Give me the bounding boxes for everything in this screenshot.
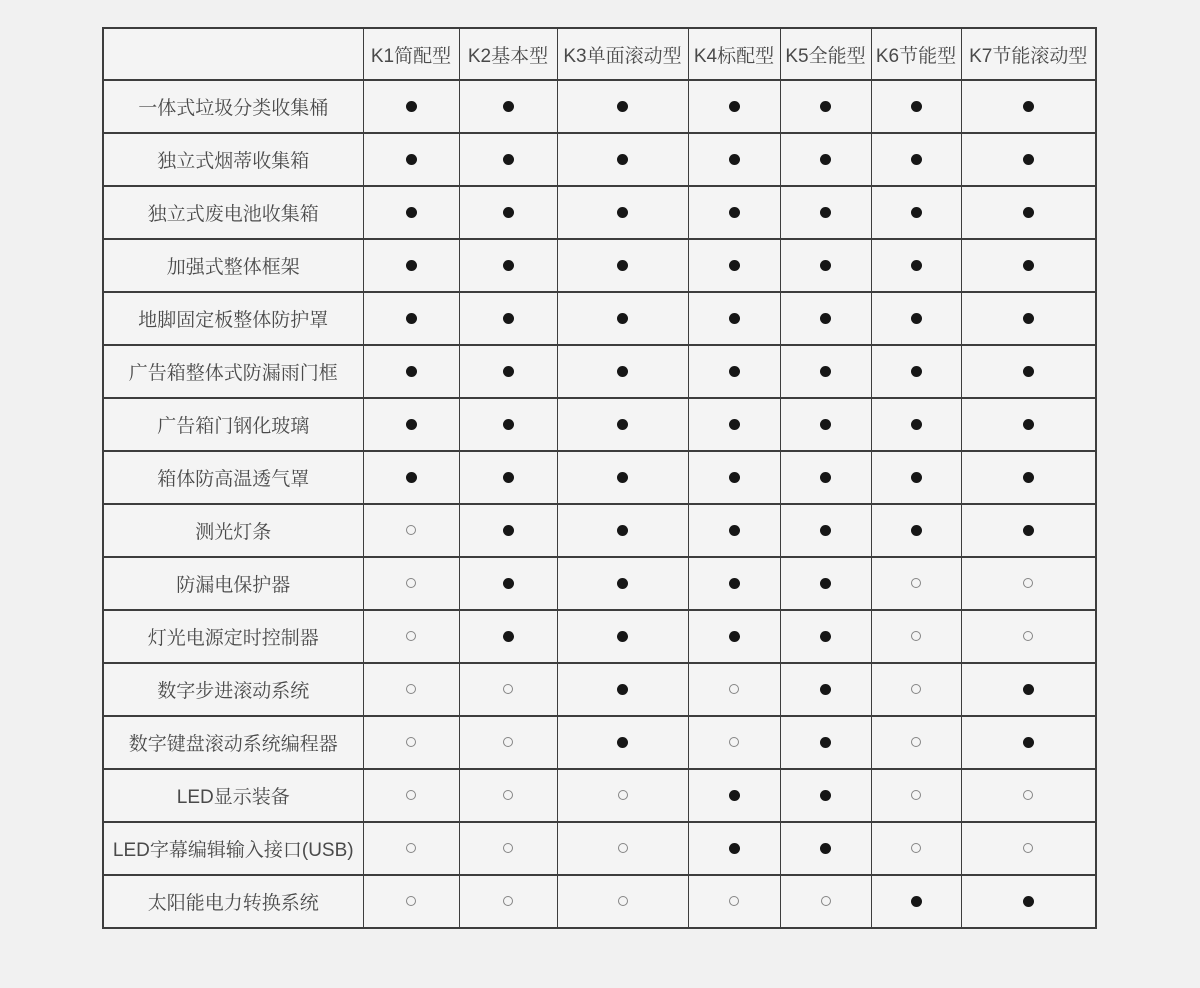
included-dot-icon: [729, 631, 740, 642]
availability-cell: [557, 610, 688, 663]
table-header: [103, 28, 1096, 80]
included-dot-icon: [820, 419, 831, 430]
availability-cell: [780, 822, 871, 875]
table-row: [103, 451, 1096, 504]
included-dot-icon: [406, 154, 417, 165]
availability-cell: [780, 769, 871, 822]
included-dot-icon: [820, 631, 831, 642]
included-dot-icon: [1023, 684, 1034, 695]
feature-label: 太阳能电力转换系统: [103, 875, 363, 928]
availability-cell: [871, 451, 961, 504]
availability-cell: [780, 875, 871, 928]
included-dot-icon: [1023, 472, 1034, 483]
availability-cell: [780, 345, 871, 398]
included-dot-icon: [911, 207, 922, 218]
availability-cell: [780, 292, 871, 345]
included-dot-icon: [503, 260, 514, 271]
table-row: [103, 663, 1096, 716]
availability-cell: [557, 504, 688, 557]
availability-cell: [780, 663, 871, 716]
table-row: [103, 769, 1096, 822]
included-dot-icon: [503, 101, 514, 112]
included-dot-icon: [729, 207, 740, 218]
feature-label: 广告箱整体式防漏雨门框: [103, 345, 363, 398]
availability-cell: [871, 716, 961, 769]
optional-circle-icon: [503, 843, 513, 853]
included-dot-icon: [820, 790, 831, 801]
availability-cell: [363, 133, 459, 186]
included-dot-icon: [911, 472, 922, 483]
table-row: [103, 345, 1096, 398]
table-row: [103, 133, 1096, 186]
optional-circle-icon: [911, 578, 921, 588]
availability-cell: [557, 345, 688, 398]
column-header: K2基本型: [459, 28, 557, 80]
feature-label: 测光灯条: [103, 504, 363, 557]
optional-circle-icon: [618, 790, 628, 800]
included-dot-icon: [820, 366, 831, 377]
optional-circle-icon: [911, 737, 921, 747]
included-dot-icon: [1023, 313, 1034, 324]
included-dot-icon: [503, 419, 514, 430]
included-dot-icon: [820, 207, 831, 218]
feature-label: 独立式烟蒂收集箱: [103, 133, 363, 186]
included-dot-icon: [406, 313, 417, 324]
feature-label: 防漏电保护器: [103, 557, 363, 610]
availability-cell: [780, 557, 871, 610]
availability-cell: [363, 769, 459, 822]
availability-cell: [688, 610, 780, 663]
included-dot-icon: [503, 578, 514, 589]
table-row: [103, 822, 1096, 875]
availability-cell: [961, 345, 1096, 398]
availability-cell: [961, 822, 1096, 875]
included-dot-icon: [1023, 154, 1034, 165]
included-dot-icon: [503, 313, 514, 324]
table-row: [103, 716, 1096, 769]
optional-circle-icon: [406, 525, 416, 535]
availability-cell: [780, 398, 871, 451]
optional-circle-icon: [1023, 790, 1033, 800]
included-dot-icon: [503, 154, 514, 165]
availability-cell: [363, 345, 459, 398]
table-row: [103, 557, 1096, 610]
feature-label: 广告箱门钢化玻璃: [103, 398, 363, 451]
optional-circle-icon: [406, 737, 416, 747]
availability-cell: [363, 557, 459, 610]
availability-cell: [688, 875, 780, 928]
included-dot-icon: [911, 525, 922, 536]
availability-cell: [688, 133, 780, 186]
included-dot-icon: [911, 154, 922, 165]
table-row: [103, 398, 1096, 451]
availability-cell: [459, 345, 557, 398]
availability-cell: [363, 663, 459, 716]
included-dot-icon: [729, 366, 740, 377]
optional-circle-icon: [911, 684, 921, 694]
included-dot-icon: [820, 578, 831, 589]
included-dot-icon: [617, 578, 628, 589]
availability-cell: [871, 80, 961, 133]
availability-cell: [557, 186, 688, 239]
included-dot-icon: [406, 366, 417, 377]
included-dot-icon: [820, 737, 831, 748]
included-dot-icon: [617, 207, 628, 218]
optional-circle-icon: [503, 684, 513, 694]
optional-circle-icon: [406, 843, 416, 853]
availability-cell: [688, 80, 780, 133]
included-dot-icon: [1023, 260, 1034, 271]
availability-cell: [363, 822, 459, 875]
included-dot-icon: [911, 419, 922, 430]
included-dot-icon: [729, 578, 740, 589]
included-dot-icon: [729, 154, 740, 165]
availability-cell: [961, 769, 1096, 822]
availability-cell: [459, 186, 557, 239]
included-dot-icon: [617, 366, 628, 377]
availability-cell: [688, 716, 780, 769]
feature-label: 箱体防高温透气罩: [103, 451, 363, 504]
availability-cell: [363, 451, 459, 504]
availability-cell: [780, 451, 871, 504]
availability-cell: [961, 80, 1096, 133]
included-dot-icon: [1023, 737, 1034, 748]
optional-circle-icon: [821, 896, 831, 906]
included-dot-icon: [729, 101, 740, 112]
availability-cell: [871, 398, 961, 451]
included-dot-icon: [503, 207, 514, 218]
availability-cell: [363, 292, 459, 345]
availability-cell: [780, 504, 871, 557]
availability-cell: [871, 133, 961, 186]
table-row: [103, 80, 1096, 133]
feature-label: 一体式垃圾分类收集桶: [103, 80, 363, 133]
availability-cell: [557, 80, 688, 133]
optional-circle-icon: [618, 896, 628, 906]
availability-cell: [688, 239, 780, 292]
availability-cell: [688, 345, 780, 398]
availability-cell: [871, 239, 961, 292]
availability-cell: [557, 822, 688, 875]
optional-circle-icon: [1023, 843, 1033, 853]
availability-cell: [871, 769, 961, 822]
included-dot-icon: [503, 631, 514, 642]
availability-cell: [459, 663, 557, 716]
availability-cell: [780, 716, 871, 769]
availability-cell: [557, 557, 688, 610]
included-dot-icon: [617, 313, 628, 324]
availability-cell: [961, 504, 1096, 557]
availability-cell: [363, 716, 459, 769]
included-dot-icon: [820, 843, 831, 854]
availability-cell: [557, 292, 688, 345]
optional-circle-icon: [406, 684, 416, 694]
optional-circle-icon: [503, 737, 513, 747]
availability-cell: [688, 398, 780, 451]
availability-cell: [557, 239, 688, 292]
availability-cell: [688, 769, 780, 822]
availability-cell: [459, 133, 557, 186]
availability-cell: [363, 80, 459, 133]
availability-cell: [688, 292, 780, 345]
availability-cell: [871, 822, 961, 875]
availability-cell: [688, 822, 780, 875]
optional-circle-icon: [503, 790, 513, 800]
included-dot-icon: [729, 843, 740, 854]
availability-cell: [688, 186, 780, 239]
feature-label: 地脚固定板整体防护罩: [103, 292, 363, 345]
included-dot-icon: [617, 101, 628, 112]
feature-comparison-table: [102, 27, 1097, 929]
availability-cell: [780, 610, 871, 663]
availability-cell: [961, 133, 1096, 186]
optional-circle-icon: [618, 843, 628, 853]
availability-cell: [688, 663, 780, 716]
availability-cell: [688, 451, 780, 504]
availability-cell: [871, 292, 961, 345]
included-dot-icon: [729, 260, 740, 271]
included-dot-icon: [911, 260, 922, 271]
included-dot-icon: [1023, 896, 1034, 907]
included-dot-icon: [729, 472, 740, 483]
included-dot-icon: [617, 260, 628, 271]
column-header: K1简配型: [363, 28, 459, 80]
availability-cell: [459, 716, 557, 769]
availability-cell: [363, 239, 459, 292]
included-dot-icon: [617, 631, 628, 642]
feature-label: 独立式废电池收集箱: [103, 186, 363, 239]
availability-cell: [961, 557, 1096, 610]
availability-cell: [557, 398, 688, 451]
optional-circle-icon: [1023, 631, 1033, 641]
included-dot-icon: [820, 101, 831, 112]
availability-cell: [688, 504, 780, 557]
included-dot-icon: [617, 154, 628, 165]
availability-cell: [961, 239, 1096, 292]
availability-cell: [961, 398, 1096, 451]
column-header: K3单面滚动型: [557, 28, 688, 80]
column-header: K7节能滚动型: [961, 28, 1096, 80]
included-dot-icon: [820, 154, 831, 165]
availability-cell: [961, 663, 1096, 716]
included-dot-icon: [503, 366, 514, 377]
column-header: K5全能型: [780, 28, 871, 80]
availability-cell: [871, 504, 961, 557]
availability-cell: [961, 451, 1096, 504]
table-row: [103, 875, 1096, 928]
included-dot-icon: [911, 313, 922, 324]
optional-circle-icon: [406, 896, 416, 906]
availability-cell: [871, 557, 961, 610]
included-dot-icon: [729, 419, 740, 430]
availability-cell: [780, 80, 871, 133]
availability-cell: [459, 292, 557, 345]
included-dot-icon: [617, 525, 628, 536]
optional-circle-icon: [911, 790, 921, 800]
availability-cell: [557, 451, 688, 504]
included-dot-icon: [406, 472, 417, 483]
included-dot-icon: [911, 896, 922, 907]
table-body: [103, 80, 1096, 928]
included-dot-icon: [729, 313, 740, 324]
included-dot-icon: [911, 366, 922, 377]
corner-header-cell: [103, 28, 363, 80]
availability-cell: [459, 822, 557, 875]
included-dot-icon: [820, 525, 831, 536]
included-dot-icon: [820, 313, 831, 324]
included-dot-icon: [820, 260, 831, 271]
availability-cell: [459, 239, 557, 292]
availability-cell: [557, 663, 688, 716]
included-dot-icon: [617, 472, 628, 483]
availability-cell: [871, 186, 961, 239]
availability-cell: [688, 557, 780, 610]
availability-cell: [780, 133, 871, 186]
table-row: [103, 186, 1096, 239]
feature-label: 加强式整体框架: [103, 239, 363, 292]
optional-circle-icon: [911, 843, 921, 853]
availability-cell: [557, 716, 688, 769]
availability-cell: [557, 133, 688, 186]
availability-cell: [459, 769, 557, 822]
availability-cell: [459, 610, 557, 663]
included-dot-icon: [1023, 419, 1034, 430]
header-row: [103, 28, 1096, 80]
included-dot-icon: [406, 260, 417, 271]
table-row: [103, 610, 1096, 663]
optional-circle-icon: [729, 684, 739, 694]
included-dot-icon: [406, 419, 417, 430]
availability-cell: [363, 398, 459, 451]
optional-circle-icon: [911, 631, 921, 641]
feature-label: 数字键盘滚动系统编程器: [103, 716, 363, 769]
availability-cell: [961, 186, 1096, 239]
included-dot-icon: [820, 472, 831, 483]
availability-cell: [871, 610, 961, 663]
availability-cell: [961, 716, 1096, 769]
availability-cell: [871, 345, 961, 398]
column-header: K6节能型: [871, 28, 961, 80]
availability-cell: [961, 292, 1096, 345]
availability-cell: [363, 504, 459, 557]
included-dot-icon: [729, 525, 740, 536]
availability-cell: [557, 769, 688, 822]
availability-cell: [459, 451, 557, 504]
included-dot-icon: [503, 472, 514, 483]
availability-cell: [459, 557, 557, 610]
availability-cell: [961, 610, 1096, 663]
table-row: [103, 292, 1096, 345]
optional-circle-icon: [503, 896, 513, 906]
availability-cell: [557, 875, 688, 928]
availability-cell: [363, 186, 459, 239]
availability-cell: [871, 875, 961, 928]
optional-circle-icon: [729, 737, 739, 747]
column-header: K4标配型: [688, 28, 780, 80]
availability-cell: [459, 398, 557, 451]
table-row: [103, 239, 1096, 292]
included-dot-icon: [1023, 101, 1034, 112]
optional-circle-icon: [729, 896, 739, 906]
availability-cell: [961, 875, 1096, 928]
included-dot-icon: [406, 101, 417, 112]
availability-cell: [459, 875, 557, 928]
optional-circle-icon: [1023, 578, 1033, 588]
included-dot-icon: [1023, 525, 1034, 536]
feature-label: LED字幕编辑输入接口(USB): [103, 822, 363, 875]
included-dot-icon: [820, 684, 831, 695]
availability-cell: [459, 504, 557, 557]
feature-label: 数字步进滚动系统: [103, 663, 363, 716]
feature-label: LED显示装备: [103, 769, 363, 822]
feature-label: 灯光电源定时控制器: [103, 610, 363, 663]
availability-cell: [459, 80, 557, 133]
included-dot-icon: [617, 737, 628, 748]
availability-cell: [780, 186, 871, 239]
table-row: [103, 504, 1096, 557]
included-dot-icon: [617, 684, 628, 695]
optional-circle-icon: [406, 790, 416, 800]
availability-cell: [363, 610, 459, 663]
availability-cell: [871, 663, 961, 716]
included-dot-icon: [1023, 207, 1034, 218]
included-dot-icon: [503, 525, 514, 536]
optional-circle-icon: [406, 578, 416, 588]
included-dot-icon: [1023, 366, 1034, 377]
included-dot-icon: [911, 101, 922, 112]
availability-cell: [780, 239, 871, 292]
included-dot-icon: [617, 419, 628, 430]
optional-circle-icon: [406, 631, 416, 641]
availability-cell: [363, 875, 459, 928]
included-dot-icon: [729, 790, 740, 801]
included-dot-icon: [406, 207, 417, 218]
